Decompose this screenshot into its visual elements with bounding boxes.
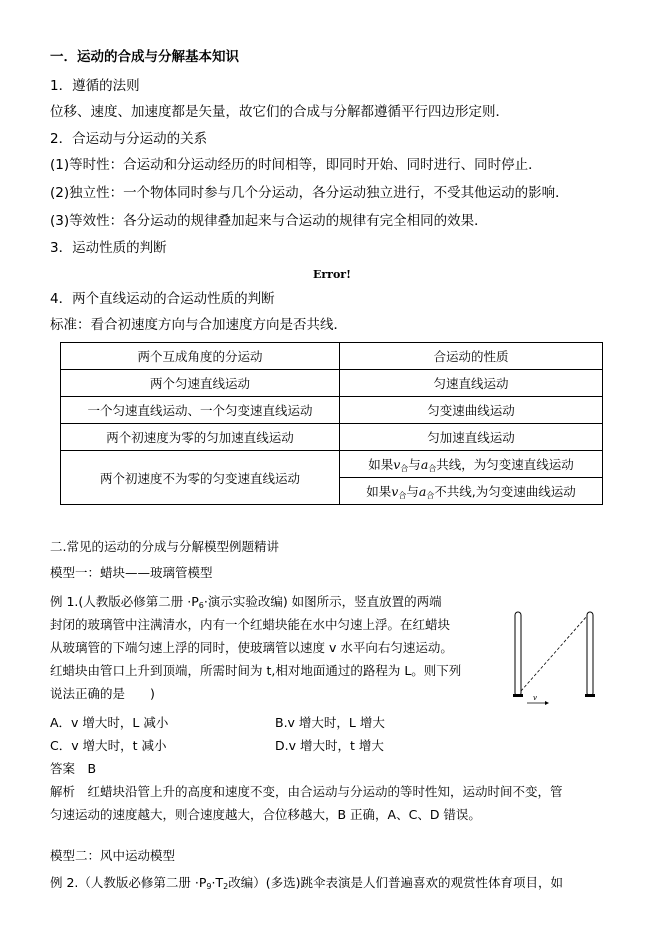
table-cell: 一个匀速直线运动、一个匀变速直线运动 [61, 397, 340, 424]
paragraph-2a: (1)等时性：合运动和分运动经历的时间相等，即同时开始、同时进行、同时停止． [50, 157, 542, 173]
example-1-line-5: 说法正确的是 ) [50, 686, 155, 701]
example-1-line-2: 封闭的玻璃管中注满清水，内有一个红蜡块能在水中匀速上浮。在红蜡块 [50, 617, 451, 632]
example-1-line-3: 从玻璃管的下端匀速上浮的同时，使玻璃管以速度 v 水平向右匀速运动。 [50, 640, 453, 655]
tube-left-icon [513, 612, 523, 697]
table-cell: 匀变速曲线运动 [340, 397, 603, 424]
table-header-cell: 合运动的性质 [340, 343, 603, 370]
table-row [61, 370, 603, 397]
option-c: C．v 增大时，t 减小 [50, 738, 167, 753]
table-cell: 匀加速直线运动 [340, 424, 603, 451]
arrow-head-icon [545, 701, 549, 705]
table-cell: 两个初速度为零的匀加速直线运动 [61, 424, 340, 451]
table-cell: 两个初速度不为零的匀变速直线运动 [61, 451, 340, 505]
section-2-title: 二.常见的运动的分成与分解模型例题精讲 [50, 539, 279, 554]
example-2-line-1: 例 2.（人教版必修第二册 $\cdot P_9\cdot T_2$改编）(多选)跳伞表演是人们普遍喜欢的观赏性体育项目，如 [50, 875, 563, 891]
path-line [521, 616, 587, 691]
heading-3: 3．运动性质的判断 [50, 240, 167, 256]
paragraph-1: 位移、速度、加速度都是矢量，故它们的合成与分解都遵循平行四边形定则． [50, 104, 509, 120]
motion-table [60, 342, 603, 505]
paragraph-4: 标准：看合初速度方向与合加速度方向是否共线． [50, 317, 347, 333]
table-cell-collinear: 如果$v_合$与$a_合$共线，为匀变速直线运动 [340, 451, 603, 478]
heading-4: 4．两个直线运动的合运动性质的判断 [50, 291, 275, 307]
option-d: D.v 增大时，t 增大 [275, 738, 384, 753]
option-b: B.v 增大时，L 增大 [275, 715, 385, 730]
table-row [61, 451, 603, 478]
model-1-title: 模型一：蜡块——玻璃管模型 [50, 565, 213, 580]
paragraph-2b: (2)独立性：一个物体同时参与几个分运动，各分运动独立进行，不受其他运动的影响． [50, 185, 569, 201]
table-row [61, 397, 603, 424]
option-a: A．v 增大时，L 减小 [50, 715, 169, 730]
table-cell-noncollinear: 如果$v_合$与$a_合$不共线,为匀变速曲线运动 [340, 478, 603, 505]
tube-right-icon [585, 612, 595, 697]
error-text: Error! [313, 268, 351, 281]
velocity-label: v [533, 694, 537, 702]
paragraph-2c: (3)等效性：各分运动的规律叠加起来与合运动的规律有完全相同的效果． [50, 213, 488, 229]
analysis-line-1: 解析 红蜡块沿管上升的高度和速度不变，由合运动与分运动的等时性知，运动时间不变，管 [50, 784, 563, 799]
heading-1: 1．遵循的法则 [50, 78, 140, 94]
table-cell: 匀速直线运动 [340, 370, 603, 397]
example-1-line-4: 红蜡块由管口上升到顶端，所需时间为 t,相对地面通过的路程为 L。则下列 [50, 663, 462, 678]
table-header-cell: 两个互成角度的分运动 [61, 343, 340, 370]
answer: 答案 B [50, 761, 97, 776]
analysis-line-2: 匀速运动的速度越大，则合速度越大，合位移越大，B 正确，A、C、D 错误。 [50, 807, 481, 822]
glass-tube-figure [505, 606, 605, 706]
table-cell: 两个匀速直线运动 [61, 370, 340, 397]
example-1-line-1: 例 1.(人教版必修第二册 $\cdot P_6\cdot$演示实验改编) 如图所示，竖直放置的两端 [50, 594, 442, 610]
table-row [61, 424, 603, 451]
section-1-title: 一．运动的合成与分解基本知识 [50, 49, 239, 65]
heading-2: 2．合运动与分运动的关系 [50, 131, 208, 147]
model-2-title: 模型二：风中运动模型 [50, 848, 176, 863]
table-header-row [61, 343, 603, 370]
